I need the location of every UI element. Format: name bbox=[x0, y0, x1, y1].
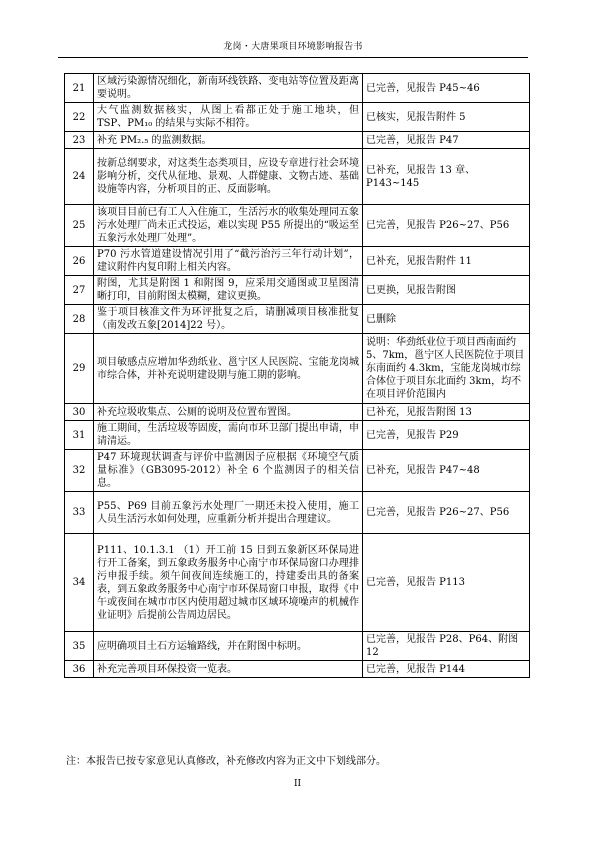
row-number: 22 bbox=[65, 103, 94, 132]
table-row bbox=[65, 334, 530, 404]
revision-response: 已完善，见报告 P113 bbox=[363, 534, 530, 632]
header-rule bbox=[58, 57, 528, 58]
row-number: 34 bbox=[65, 534, 94, 632]
page-number: II bbox=[293, 779, 302, 789]
expert-comment: 大气监测数据核实，从图上看都正处于施工地块，但 TSP、PM₁₀ 的结果与实际不相符。 bbox=[94, 103, 363, 132]
expert-comment: 补充完善项目环保投资一览表。 bbox=[94, 661, 363, 678]
table-row bbox=[65, 492, 530, 534]
table-row bbox=[65, 149, 530, 205]
row-number: 32 bbox=[65, 450, 94, 492]
revision-response: 已完善，见报告 P47 bbox=[363, 132, 530, 149]
row-number: 28 bbox=[65, 305, 94, 334]
expert-comment: 应明确项目土石方运输路线，并在附图中标明。 bbox=[94, 632, 363, 661]
table-row bbox=[65, 661, 530, 678]
table-row bbox=[65, 247, 530, 276]
revision-response: 已完善，见报告 P26~27、P56 bbox=[363, 205, 530, 247]
expert-comment: 鉴于项目核准文件为环评批复之后，请删减项目核准批复（南发改五象[2014]22 号）。 bbox=[94, 305, 363, 334]
table-row bbox=[65, 305, 530, 334]
expert-comment: 该项目目前已有工人入住施工，生活污水的收集处理同五象污水处理厂尚未正式投运，难以实现 P55 所提出的“吸运至五象污水处理厂处理”。 bbox=[94, 205, 363, 247]
page-header: 龙岗・大唐果项目环境影响报告书 bbox=[223, 42, 363, 52]
revision-response: 已完善，见报告 P26~27、P56 bbox=[363, 492, 530, 534]
expert-comment: 施工期间，生活垃圾等固废，需向市环卫部门提出申请，申请清运。 bbox=[94, 421, 363, 450]
revision-response: 已完善，见报告 P28、P64、附图 12 bbox=[363, 632, 530, 661]
table-row bbox=[65, 404, 530, 421]
revision-response: 已补充，见报告附图 13 bbox=[363, 404, 530, 421]
expert-comment: 区域污染源情况细化，新南环线铁路、变电站等位置及距离要说明。 bbox=[94, 74, 363, 103]
expert-comment: 补充 PM₂.₅ 的监测数据。 bbox=[94, 132, 363, 149]
expert-comment: 按新总纲要求，对这类生态类项目，应设专章进行社会环境影响分析，交代从征地、景观、人群健康、文物古迹、基础设施等内容，分析项目的正、反面影响。 bbox=[94, 149, 363, 205]
row-number: 23 bbox=[65, 132, 94, 149]
revision-response: 已完善，见报告 P45~46 bbox=[363, 74, 530, 103]
revision-response: 已补充，见报告 13 章、P143~145 bbox=[363, 149, 530, 205]
row-number: 24 bbox=[65, 149, 94, 205]
row-number: 30 bbox=[65, 404, 94, 421]
revision-response: 已删除 bbox=[363, 305, 530, 334]
row-number: 33 bbox=[65, 492, 94, 534]
revision-response: 已更换，见报告附图 bbox=[363, 276, 530, 305]
revision-response: 说明：华劲纸业位于项目西南面约 5、7km，邕宁区人民医院位于项目东南面约 4.3km，宝能龙岗城市综合体位于项目东北面约 3km，均不在项目评价范围内 bbox=[363, 334, 530, 404]
table-row bbox=[65, 74, 530, 103]
row-number: 21 bbox=[65, 74, 94, 103]
expert-comment: 补充垃圾收集点、公厕的说明及位置布置图。 bbox=[94, 404, 363, 421]
row-number: 29 bbox=[65, 334, 94, 404]
table-row bbox=[65, 632, 530, 661]
revision-response: 已核实，见报告附件 5 bbox=[363, 103, 530, 132]
table-row bbox=[65, 276, 530, 305]
row-number: 36 bbox=[65, 661, 94, 678]
review-response-table bbox=[64, 73, 530, 678]
row-number: 25 bbox=[65, 205, 94, 247]
footnote: 注：本报告已按专家意见认真修改，补充修改内容为正文中下划线部分。 bbox=[66, 756, 386, 767]
revision-response: 已补充，见报告附件 11 bbox=[363, 247, 530, 276]
revision-response: 已完善，见报告 P144 bbox=[363, 661, 530, 678]
expert-comment: P47 环境现状调查与评价中监测因子应根据《环境空气质量标准》（GB3095-2012）补全 6 个监测因子的相关信息。 bbox=[94, 450, 363, 492]
expert-comment: 附图，尤其是附图 1 和附图 9，应采用交通图或卫星图清晰打印，目前附图太模糊，建议更换。 bbox=[94, 276, 363, 305]
row-number: 27 bbox=[65, 276, 94, 305]
table-row bbox=[65, 450, 530, 492]
table-row bbox=[65, 205, 530, 247]
table-row bbox=[65, 103, 530, 132]
row-number: 35 bbox=[65, 632, 94, 661]
row-number: 31 bbox=[65, 421, 94, 450]
row-number: 26 bbox=[65, 247, 94, 276]
expert-comment: 项目敏感点应增加华劲纸业、邕宁区人民医院、宝能龙岗城市综合体，并补充说明建设期与施工期的影响。 bbox=[94, 334, 363, 404]
expert-comment: P70 污水管道建设情况引用了“截污治污三年行动计划”，建议附件内复印附上相关内容。 bbox=[94, 247, 363, 276]
table-row bbox=[65, 534, 530, 632]
table-row bbox=[65, 132, 530, 149]
table-row bbox=[65, 421, 530, 450]
expert-comment: P111、10.1.3.1 （1）开工前 15 日到五象新区环保局进行开工备案，到五象政务服务中心南宁市环保局窗口办理排污申报手续。须午间夜间连续施工的，持建委出具的备案表，到五象政务服务中心南宁市环保局窗口申报，取得《中午或夜间在城市市区内使用超过城市区域环境噪声的机械作业证明》后提前公告周边居民。 bbox=[94, 534, 363, 632]
revision-response: 已完善，见报告 P29 bbox=[363, 421, 530, 450]
expert-comment: P55、P69 目前五象污水处理厂一期还未投入使用，施工人员生活污水如何处理，应重新分析并提出合理建议。 bbox=[94, 492, 363, 534]
revision-response: 已补充，见报告 P47~48 bbox=[363, 450, 530, 492]
